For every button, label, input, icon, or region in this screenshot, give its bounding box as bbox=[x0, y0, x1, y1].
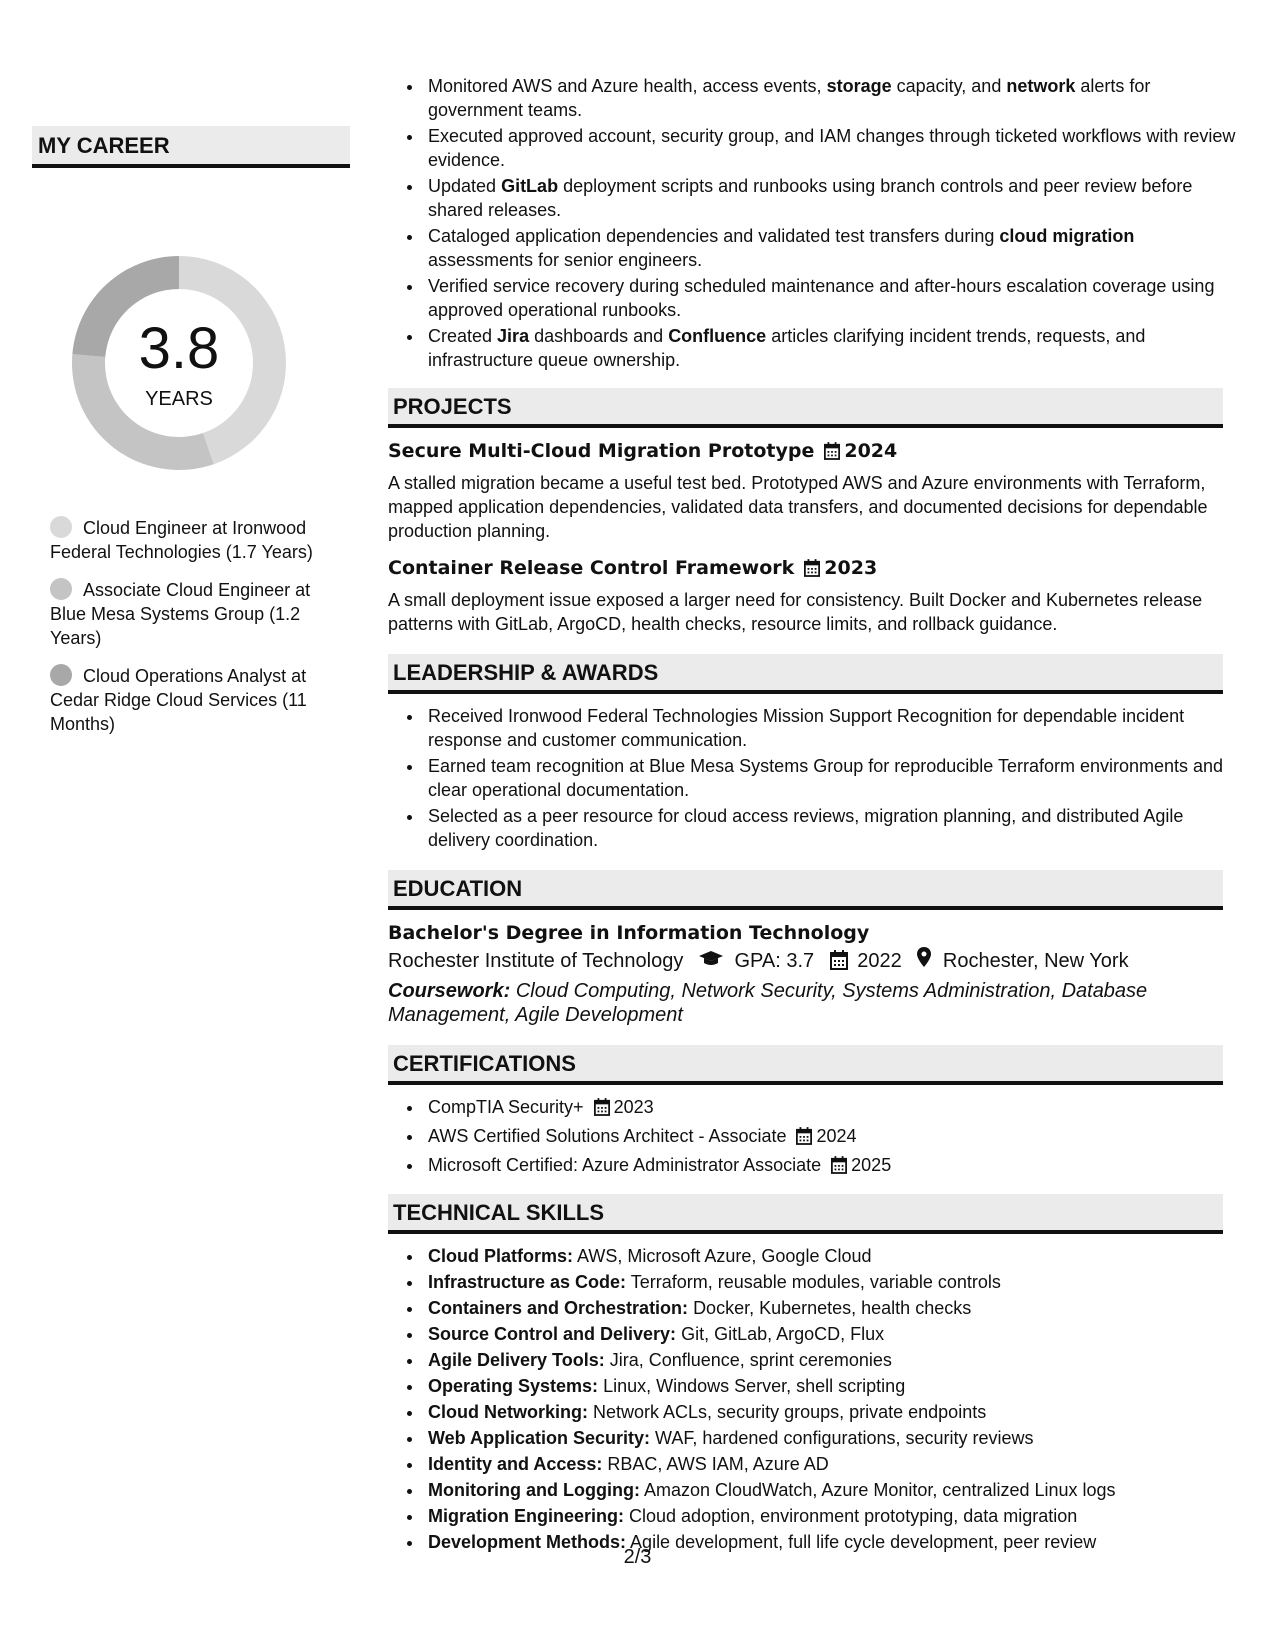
skill-item bbox=[424, 1244, 1240, 1268]
skill-values: Docker, Kubernetes, health checks bbox=[693, 1298, 972, 1318]
calendar-icon bbox=[804, 558, 820, 584]
skill-category: Operating Systems: bbox=[428, 1376, 599, 1396]
career-sidebar bbox=[32, 126, 350, 750]
skill-category: Identity and Access: bbox=[428, 1454, 603, 1474]
certification-year: 2024 bbox=[816, 1126, 857, 1146]
career-legend-item bbox=[50, 516, 350, 564]
experience-bullet: • Updated GitLab deployment scripts and runbooks using branch controls and peer review before shared releases. bbox=[424, 174, 1240, 222]
skill-item bbox=[424, 1426, 1240, 1450]
skill-values: Amazon CloudWatch, Azure Monitor, centralized Linux logs bbox=[643, 1480, 1116, 1500]
project-title: Secure Multi-Cloud Migration Prototype bbox=[388, 440, 815, 462]
skill-category: Monitoring and Logging: bbox=[428, 1480, 640, 1500]
coursework-label: Coursework: bbox=[388, 980, 511, 1002]
certification-name: CompTIA Security+ bbox=[428, 1097, 584, 1117]
project-description: A small deployment issue exposed a larger need for consistency. Built Docker and Kubernetes release patterns with GitLab, ArgoCD, health checks, resource limits, and rollback guidance. bbox=[388, 590, 1203, 634]
certification-year: 2023 bbox=[613, 1097, 654, 1117]
experience-bullets bbox=[406, 74, 1240, 372]
experience-bullet: • Created Jira dashboards and Confluence articles clarifying incident trends, requests, and infrastructure queue ownership. bbox=[424, 324, 1240, 372]
experience-bullet: • Monitored AWS and Azure health, access events, storage capacity, and network alerts for government teams. bbox=[424, 74, 1240, 122]
skill-item bbox=[424, 1270, 1240, 1294]
project-year: 2023 bbox=[824, 557, 878, 579]
skill-category: Development Methods: bbox=[428, 1532, 627, 1552]
page-number: 2/3 bbox=[623, 1546, 652, 1568]
degree-title: Bachelor's Degree in Information Technology bbox=[388, 922, 870, 944]
project-year: 2024 bbox=[844, 440, 898, 462]
legend-dot-icon bbox=[50, 664, 72, 686]
graduation-year: 2022 bbox=[857, 950, 902, 972]
calendar-icon bbox=[831, 1156, 847, 1180]
leadership-bullet: • Received Ironwood Federal Technologies Mission Support Recognition for dependable incident response and customer communication. bbox=[424, 704, 1240, 752]
certifications-heading: CERTIFICATIONS bbox=[388, 1045, 1223, 1085]
experience-bullet: • Verified service recovery during scheduled maintenance and after-hours escalation coverage using approved operational runbooks. bbox=[424, 274, 1240, 322]
education-details bbox=[388, 946, 1240, 979]
career-legend bbox=[32, 516, 350, 736]
career-legend-label: Cloud Engineer at Ironwood Federal Technologies (1.7 Years) bbox=[50, 518, 313, 562]
skill-values: Agile development, full life cycle development, peer review bbox=[630, 1532, 1097, 1552]
certification-name: AWS Certified Solutions Architect - Associate bbox=[428, 1126, 787, 1146]
leadership-heading: LEADERSHIP & AWARDS bbox=[388, 654, 1223, 694]
education-heading: EDUCATION bbox=[388, 870, 1223, 910]
project-title-row bbox=[388, 555, 1240, 584]
skill-item bbox=[424, 1504, 1240, 1528]
career-legend-item bbox=[50, 578, 350, 650]
skill-category: Source Control and Delivery: bbox=[428, 1324, 677, 1344]
career-donut-chart bbox=[64, 248, 294, 478]
leadership-bullet: • Earned team recognition at Blue Mesa Systems Group for reproducible Terraform environments and clear operational documentation. bbox=[424, 754, 1240, 802]
skill-item bbox=[424, 1400, 1240, 1424]
skill-values: Network ACLs, security groups, private endpoints bbox=[593, 1402, 987, 1422]
projects-heading: PROJECTS bbox=[388, 388, 1223, 428]
main-content bbox=[388, 74, 1240, 1556]
legend-dot-icon bbox=[50, 578, 72, 600]
skill-values: RBAC, AWS IAM, Azure AD bbox=[607, 1454, 829, 1474]
coursework bbox=[388, 979, 1240, 1027]
gpa: GPA: 3.7 bbox=[734, 950, 815, 972]
calendar-icon bbox=[796, 1127, 812, 1151]
certifications-list bbox=[406, 1095, 1240, 1180]
skill-values: Linux, Windows Server, shell scripting bbox=[603, 1376, 906, 1396]
certification-item bbox=[424, 1095, 1240, 1122]
keyword: Jira bbox=[497, 326, 530, 346]
project-title-row bbox=[388, 438, 1240, 467]
skill-values: WAF, hardened configurations, security reviews bbox=[655, 1428, 1034, 1448]
skill-category: Web Application Security: bbox=[428, 1428, 651, 1448]
coursework-list: Cloud Computing, Network Security, Systems Administration, Database Management, Agile Development bbox=[388, 980, 1148, 1026]
skill-values: Jira, Confluence, sprint ceremonies bbox=[609, 1350, 892, 1370]
certification-item bbox=[424, 1153, 1240, 1180]
leadership-list bbox=[406, 704, 1240, 852]
keyword: GitLab bbox=[501, 176, 559, 196]
leadership-bullet: • Selected as a peer resource for cloud access reviews, migration planning, and distributed Agile delivery coordination. bbox=[424, 804, 1240, 852]
calendar-icon bbox=[824, 441, 840, 467]
skill-item bbox=[424, 1296, 1240, 1320]
skill-values: Git, GitLab, ArgoCD, Flux bbox=[681, 1324, 885, 1344]
skills-list bbox=[406, 1244, 1240, 1554]
skill-item bbox=[424, 1452, 1240, 1476]
skill-item bbox=[424, 1374, 1240, 1398]
certification-item bbox=[424, 1124, 1240, 1151]
career-legend-label: Associate Cloud Engineer at Blue Mesa Systems Group (1.2 Years) bbox=[50, 580, 311, 648]
keyword: cloud migration bbox=[999, 226, 1135, 246]
keyword: Confluence bbox=[668, 326, 767, 346]
keyword: storage bbox=[826, 76, 892, 96]
career-heading: MY CAREER bbox=[32, 126, 350, 168]
career-legend-label: Cloud Operations Analyst at Cedar Ridge Cloud Services (11 Months) bbox=[50, 666, 307, 734]
project-description: A stalled migration became a useful test bed. Prototyped AWS and Azure environments with Terraform, mapped application dependencies, validated data transfers, and documented decisions for dependable production planning. bbox=[388, 473, 1208, 541]
school-location: Rochester, New York bbox=[942, 950, 1129, 972]
location-pin-icon bbox=[917, 950, 937, 972]
calendar-icon bbox=[594, 1098, 610, 1122]
project-title: Container Release Control Framework bbox=[388, 557, 795, 579]
skill-category: Migration Engineering: bbox=[428, 1506, 624, 1526]
keyword: network bbox=[1006, 76, 1076, 96]
calendar-icon bbox=[830, 949, 848, 979]
skill-category: Cloud Networking: bbox=[428, 1402, 588, 1422]
skill-item bbox=[424, 1348, 1240, 1372]
skill-item bbox=[424, 1478, 1240, 1502]
projects-list bbox=[388, 438, 1240, 636]
certification-year: 2025 bbox=[851, 1155, 892, 1175]
certification-name: Microsoft Certified: Azure Administrator Associate bbox=[428, 1155, 822, 1175]
total-years-value: 3.8 bbox=[138, 316, 220, 381]
total-years-unit: YEARS bbox=[145, 388, 213, 410]
skills-heading: TECHNICAL SKILLS bbox=[388, 1194, 1223, 1234]
skill-values: Cloud adoption, environment prototyping, data migration bbox=[629, 1506, 1078, 1526]
legend-dot-icon bbox=[50, 516, 72, 538]
skill-values: AWS, Microsoft Azure, Google Cloud bbox=[577, 1246, 872, 1266]
school-name: Rochester Institute of Technology bbox=[388, 950, 684, 972]
career-legend-item bbox=[50, 664, 350, 736]
graduation-cap-icon bbox=[699, 950, 729, 972]
skill-item bbox=[424, 1322, 1240, 1346]
experience-bullet: • Cataloged application dependencies and validated test transfers during cloud migration assessments for senior engineers. bbox=[424, 224, 1240, 272]
skill-values: Terraform, reusable modules, variable controls bbox=[630, 1272, 1001, 1292]
skill-category: Cloud Platforms: bbox=[428, 1246, 574, 1266]
skill-category: Containers and Orchestration: bbox=[428, 1298, 689, 1318]
experience-bullet: • Executed approved account, security group, and IAM changes through ticketed workflows with review evidence. bbox=[424, 124, 1240, 172]
skill-category: Agile Delivery Tools: bbox=[428, 1350, 605, 1370]
skill-category: Infrastructure as Code: bbox=[428, 1272, 627, 1292]
